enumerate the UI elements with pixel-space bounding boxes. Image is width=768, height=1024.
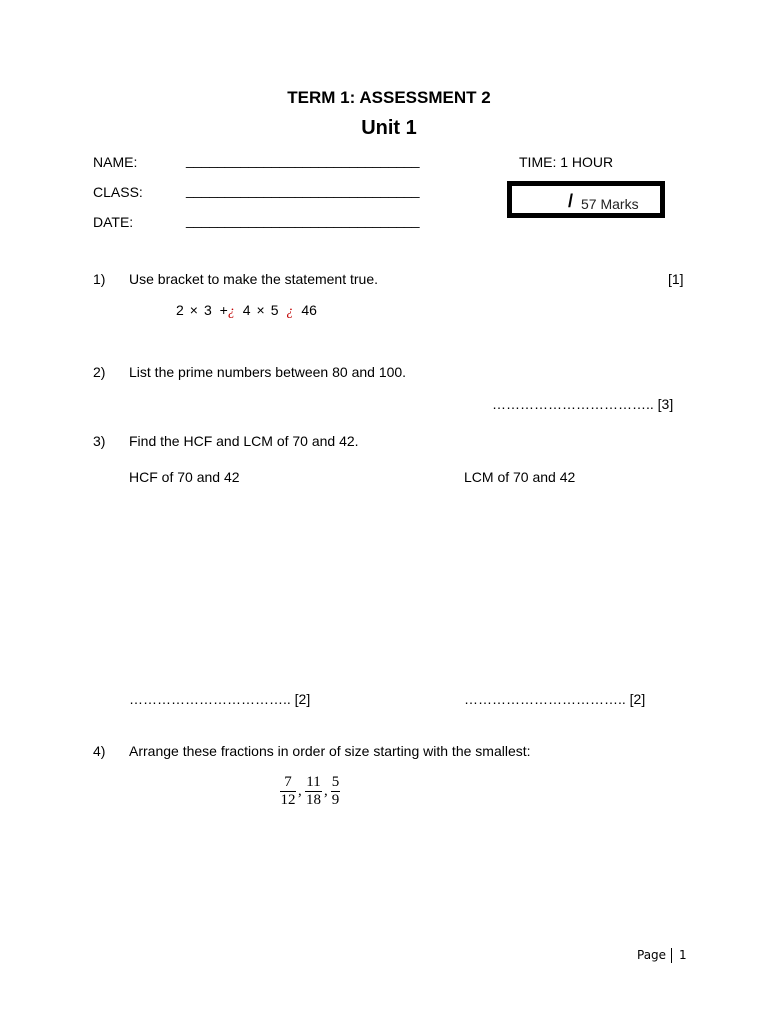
lcm-answer-line: …………………………….. [2]: [464, 691, 646, 707]
assessment-title: TERM 1: ASSESSMENT 2: [287, 88, 491, 107]
q2-number: 2): [93, 364, 106, 380]
q1-marks: [1]: [668, 271, 684, 287]
times-symbol: ×: [189, 302, 198, 318]
class-label: CLASS:: [93, 184, 143, 200]
date-label: DATE:: [93, 214, 134, 230]
times-symbol: ×: [256, 302, 265, 318]
missing-glyph: ¿: [286, 304, 294, 319]
hcf-answer-line: …………………………….. [2]: [129, 691, 311, 707]
fraction-separator: ,: [324, 783, 328, 799]
fraction-1: [279, 774, 297, 809]
fraction-1-numerator: 7: [284, 774, 292, 790]
q2-text: List the prime numbers between 80 and 100.: [129, 364, 407, 380]
fraction-separator: ,: [298, 783, 302, 799]
q1-term-a: 2: [176, 302, 184, 318]
marks-total: 57 Marks: [581, 196, 639, 212]
q1-number: 1): [93, 271, 106, 287]
hcf-label: HCF of 70 and 42: [129, 469, 240, 485]
fraction-2-numerator: 11: [306, 774, 321, 790]
fraction-3: [330, 774, 341, 809]
q4-text: Arrange these fractions in order of size starting with the smallest:: [129, 743, 531, 759]
time-label: TIME: 1 HOUR: [519, 154, 614, 170]
q3-number: 3): [93, 433, 106, 449]
plus-symbol: +: [219, 302, 228, 318]
page-label: Page: [637, 948, 667, 962]
class-blank: ______________________________: [186, 182, 420, 198]
fraction-1-denominator: 12: [280, 792, 296, 808]
lcm-label: LCM of 70 and 42: [464, 469, 576, 485]
page-number: 1: [679, 948, 687, 962]
q1-expression: [176, 302, 317, 320]
missing-glyph: ¿: [227, 304, 235, 319]
fraction-3-numerator: 5: [331, 774, 340, 790]
name-blank: ______________________________: [186, 152, 420, 168]
q3-text: Find the HCF and LCM of 70 and 42.: [129, 433, 359, 449]
fraction-2: [304, 774, 323, 809]
date-blank: ______________________________: [186, 212, 420, 228]
q2-answer-line: …………………………….. [3]: [492, 396, 674, 412]
fraction-3-denominator: 9: [331, 792, 340, 808]
marks-box: [507, 181, 665, 218]
q1-term-b: 3: [203, 302, 212, 318]
marks-slash: /: [568, 191, 574, 211]
q1-result: 46: [301, 302, 317, 318]
fraction-2-denominator: 18: [306, 792, 321, 808]
unit-title: Unit 1: [361, 117, 417, 139]
q1-text: Use bracket to make the statement true.: [129, 271, 379, 287]
q1-term-c: 4: [242, 302, 251, 318]
name-label: NAME:: [93, 154, 138, 170]
q1-term-d: 5: [270, 302, 279, 318]
footer-divider: [671, 948, 672, 963]
q4-number: 4): [93, 743, 106, 759]
